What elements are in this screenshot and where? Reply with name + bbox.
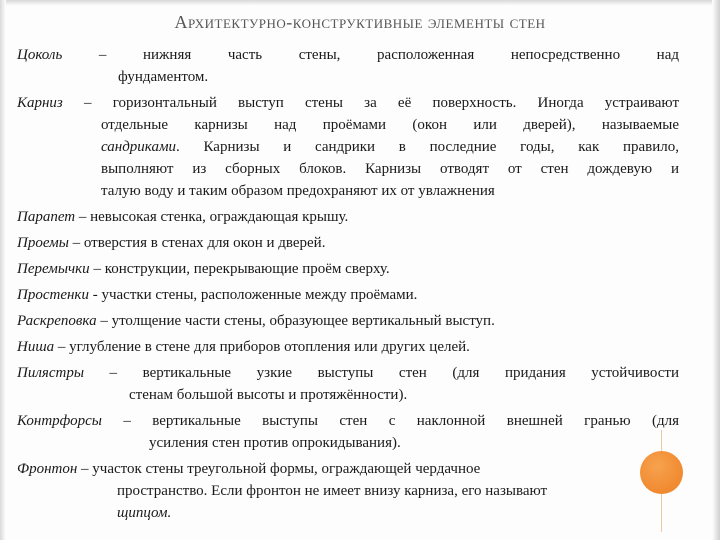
definition-item: [17, 336, 679, 358]
definition-text: невысокая стенка, ограждающая крышу.: [90, 209, 349, 225]
definition-line: выполняют из сборных блоков. Карнизы отводят от стен дождевую и: [101, 161, 679, 177]
definition-item: [17, 232, 679, 254]
definition-term: Парапет: [17, 209, 76, 225]
definition-line: отдельные карнизы над проёмами (окон или дверей), называемые: [101, 117, 679, 133]
definition-item: [17, 206, 679, 228]
definition-line: талую воду и таким образом предохраняют их от увлажнения: [101, 183, 495, 199]
definition-line: [17, 92, 679, 114]
definition-text: отверстия в стенах для окон и дверей.: [83, 235, 326, 251]
definition-item: [17, 284, 679, 306]
definition-item: [17, 258, 679, 280]
definition-line: фундаментом.: [118, 69, 209, 85]
definition-item: [17, 458, 679, 524]
definition-term: Цоколь: [17, 47, 63, 63]
slide-top-edge: [0, 0, 720, 6]
definition-term: Контрфорсы: [17, 413, 102, 429]
definition-separator: –: [54, 339, 70, 355]
definition-item: [17, 410, 679, 454]
definition-separator: –: [62, 95, 113, 111]
definition-separator: –: [62, 47, 143, 63]
definition-separator: –: [101, 413, 153, 429]
definition-text: участок стены треугольной формы, ограждающей чердачное: [92, 461, 481, 477]
definition-term: Перемычки: [17, 261, 90, 277]
definition-line: усиления стен против опрокидывания).: [149, 435, 401, 451]
definitions-list: [17, 44, 679, 528]
definition-text: нижняя часть стены, расположенная непосредственно над: [143, 47, 680, 63]
slide-left-edge: [0, 0, 6, 540]
definition-term: Фронтон: [17, 461, 78, 477]
definition-line: стенам большой высоты и протяжённости).: [129, 387, 408, 403]
definition-text: углубление в стене для приборов отопления или других целей.: [69, 339, 470, 355]
definition-text: вертикальные узкие выступы стен (для придания устойчивости: [142, 365, 679, 381]
definition-term: Проемы: [17, 235, 69, 251]
definition-separator: –: [96, 313, 112, 329]
definition-text: вертикальные выступы стен с наклонной внешней гранью (для: [152, 413, 680, 429]
definition-line: [17, 362, 679, 384]
definition-item: [17, 362, 679, 406]
definition-term: Раскреповка: [17, 313, 97, 329]
definition-text: . Карнизы и сандрики в последние годы, как правило,: [176, 139, 679, 155]
definition-text: участки стены, расположенные между проёмами.: [101, 287, 418, 303]
slide-title: Архитектурно-конструктивные элементы стен: [174, 12, 546, 32]
definition-line: [17, 44, 679, 66]
definition-term: Ниша: [17, 339, 55, 355]
definition-separator: -: [88, 287, 102, 303]
definition-text: конструкции, перекрывающие проём сверху.: [104, 261, 390, 277]
definition-line: пространство. Если фронтон не имеет внизу карниза, его называют: [117, 483, 548, 499]
definition-separator: –: [84, 365, 143, 381]
definition-term: Карниз: [17, 95, 63, 111]
slide-right-edge: [712, 0, 720, 540]
definition-item: [17, 310, 679, 332]
definition-separator: –: [89, 261, 105, 277]
definition-line: щипцом.: [117, 505, 172, 521]
definition-line: [17, 410, 679, 432]
definition-separator: –: [77, 461, 93, 477]
definition-line: [17, 458, 679, 480]
definition-term: Пилястры: [17, 365, 84, 381]
definition-term: Простенки: [17, 287, 89, 303]
definition-text: утолщение части стены, образующее вертикальный выступ.: [111, 313, 495, 329]
definition-separator: –: [75, 209, 91, 225]
definition-item: [17, 92, 679, 202]
definition-text: горизонтальный выступ стены за её поверхность. Иногда устраивают: [112, 95, 679, 111]
definition-item: [17, 44, 679, 88]
definition-term-inline: сандриками: [101, 139, 177, 155]
decorative-orange-circle: [640, 451, 683, 494]
definition-separator: –: [68, 235, 84, 251]
definition-line: [17, 136, 679, 158]
